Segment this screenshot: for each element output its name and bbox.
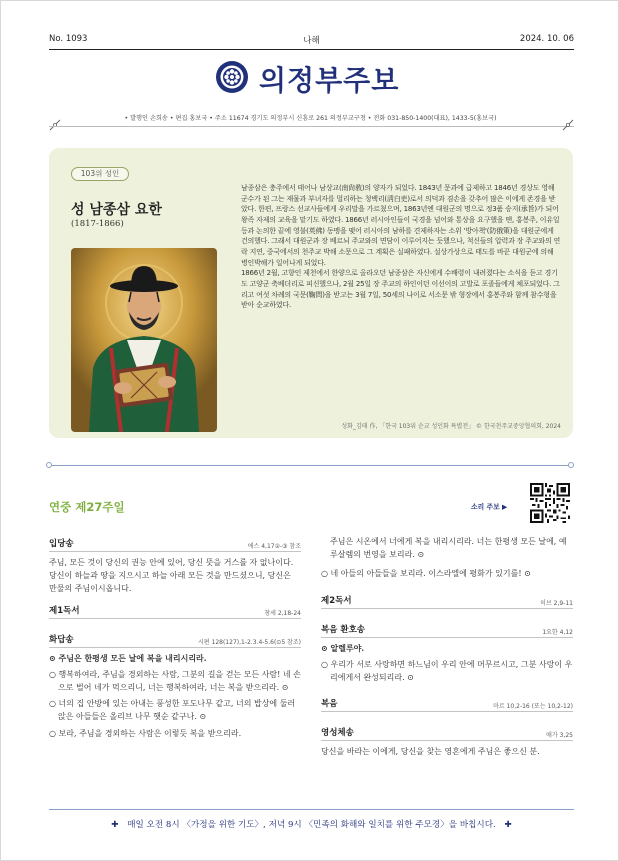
- psalm-verse: ○ 보라, 주님을 경외하는 사람은 이렇듯 복을 받으리라.: [49, 728, 242, 738]
- saint-portrait: [71, 248, 217, 432]
- acclamation-verse: ○ 우리가 서로 사랑하면 하느님이 우리 안에 머무르시고, 그분 사랑이 우리에게서 완성되리라. ⊙: [321, 659, 573, 683]
- psalm-response: ⊙ 주님은 한평생 모든 날에 복을 내리시리라.: [49, 652, 207, 663]
- liturgical-year: 나해: [303, 36, 320, 46]
- week-title: 연중 제27주일: [49, 500, 125, 514]
- section-title: 복음: [321, 699, 338, 710]
- second-reading-header: [321, 592, 573, 609]
- image-credit: 성화_김태 作, 「한국 103위 순교 성인화 특별전」 © 한국천주교중앙협의회, 2024: [341, 423, 561, 430]
- entrance-antiphon-text: 주님, 모든 것이 당신의 권능 안에 있어, 당신 뜻을 거스를 자 없나이다. 당신이 하늘과 땅을 지으시고 하늘 아래 모든 것을 만드셨으니, 당신은 만물의 주님이시옵니다.: [49, 558, 294, 594]
- communion-antiphon-header: [321, 724, 573, 741]
- liturgy-right-column: [321, 535, 573, 764]
- saint-biography: [241, 183, 561, 311]
- first-reading-header: [49, 602, 301, 619]
- section-title: 화답송: [49, 634, 74, 645]
- publisher-rule: [49, 126, 574, 127]
- saint-name: 성 남종삼 요한: [71, 202, 162, 218]
- gospel-header: [321, 695, 573, 712]
- section-title: 제1독서: [49, 605, 80, 616]
- gospel-acclamation-header: [321, 621, 573, 638]
- psalm-header: [49, 631, 301, 648]
- psalm-verse: ○ 네 아들의 아들들을 보리라. 이스라엘에 평화가 있기를! ⊙: [321, 569, 531, 579]
- footer-rule: [49, 809, 574, 810]
- section-divider: [49, 465, 574, 466]
- saint-bio-paragraph: 남종삼은 충주에서 태어나 남상교(南尙敎)의 양자가 되었다. 1843년 문과에 급제하고 1846년 경상도 영해 군수가 된 그는 재물과 부녀자를 멀리하는 청백리(淸白吏)로서 의덕과 겸손을 갖추어 많은 이에게 존경을 받았다. 한편, 프랑스 선교사들에게 우리말을 가르쳤으며, 1863년엔 대원군의 명으로 정3품 승지(承旨)가 되어 왕족 자제의 교육을 맡기도 하였다. 1866년 러시아인들이 국경을 넘어와 통상을 요구했을 땐, 홍봉주, 이유일 등과 논의한 끝에 영불(英佛) 동맹을 맺어 러시아의 남하를 견제하자는 소위 '방아책'(防俄策)을 대원군에게 건의했다. 그래서 대원군과 장 베르뇌 주교와의 면담이 이루어지는 듯했으나, 척신들의 압력과 장 주교와의 연락 지연, 중국에서의 천주교 박해 소문으로 그 계획은 실패하였다. 설상가상으로 태도를 바꾼 대원군에 의해 병인박해가 일어나게 되었다.: [241, 184, 561, 267]
- saint-tag: 103위 성인: [71, 167, 129, 181]
- saint-portrait-image: [71, 248, 217, 432]
- scripture-ref: 마르 10,2-16 (또는 10,2-12): [493, 703, 573, 711]
- entrance-antiphon-header: [49, 535, 301, 552]
- communion-antiphon-text: 당신을 바라는 이에게, 당신을 찾는 영혼에게 주님은 좋으신 분.: [321, 747, 540, 757]
- bulletin-title: 의정부주보: [259, 64, 400, 97]
- scripture-ref: 시편 128(127),1-2.3.4-5.6(⊙5 참조): [198, 638, 301, 646]
- section-title: 복음 환호송: [321, 624, 366, 635]
- top-bar: [49, 31, 574, 47]
- diocese-seal-icon: [215, 60, 249, 94]
- psalm-verse-continued: 주님은 시온에서 너에게 복을 내리시리라. 너는 한평생 모든 날에, 예루살렘의 번영을 보리라. ⊙: [330, 537, 567, 560]
- section-title: 제2독서: [321, 595, 352, 606]
- publisher-info: • 발행인 손희송 • 편집 홍보국 • 주소 11674 경기도 의정부시 신흥로 261 의정부교구청 • 전화 031-850-1400(대표), 1433-5(홍보국): [124, 115, 497, 122]
- saint-bio-paragraph: 1866년 2월, 고향인 제천에서 한양으로 올라오던 남종삼은 자신에게 수배령이 내려졌다는 소식을 듣고 경기도 고양군 축베더리로 피신했으나, 2월 25일 장 주교의 하인이던 이선이의 고발로 포졸들에게 체포되었다. 그리고 여섯 차례의 국문(鞠問)을 받고는 3월 7일, 50세의 나이로 서소문 밖 형장에서 홍봉주와 함께 참수형을 받아 순교하였다.: [241, 269, 560, 310]
- qr-code-icon[interactable]: [530, 483, 570, 523]
- prayer-reminder: [49, 818, 574, 830]
- scripture-ref: 히브 2,9-11: [540, 599, 573, 607]
- saint-years: (1817-1866): [71, 219, 124, 229]
- psalm-verse: ○ 너의 집 안방에 있는 아내는 풍성한 포도나무 같고, 너의 밥상에 둘러앉은 아들들은 올리브 나무 햇순 같구나. ⊙: [49, 699, 296, 722]
- cross-icon: ✚: [111, 820, 119, 830]
- section-title: 입당송: [49, 539, 74, 549]
- acclamation-response: ⊙ 알렐루야.: [321, 642, 365, 653]
- prayer-reminder-text: 매일 오전 8시 〈가정을 위한 기도〉, 저녁 9시 〈민족의 화해와 일치를 위한 주모경〉을 바칩시다.: [127, 820, 496, 830]
- scripture-ref: 1요한 4,12: [542, 628, 573, 636]
- top-rule: [49, 49, 574, 50]
- issue-number: No. 1093: [49, 34, 88, 44]
- scripture-ref: 창세 2,18-24: [264, 609, 301, 617]
- divider-dot-icon: [568, 462, 574, 468]
- issue-date: 2024. 10. 06: [519, 34, 574, 44]
- liturgy-left-column: [49, 535, 301, 743]
- scripture-ref: 애가 3,25: [546, 732, 573, 740]
- audio-bulletin-link[interactable]: 소리 주보 ▶: [471, 503, 508, 511]
- divider-dot-icon: [46, 462, 52, 468]
- slash-ornament-icon: [562, 119, 574, 131]
- scripture-ref: 에스 4,17②-③ 참조: [247, 543, 301, 550]
- masthead: [1, 59, 619, 99]
- section-title: 영성체송: [321, 728, 354, 739]
- psalm-verse: ○ 행복하여라, 주님을 경외하는 사람, 그분의 길을 걷는 모든 사람! 네 손으로 벌어 네가 먹으리니, 너는 행복하여라, 너는 복을 받으리라. ⊙: [49, 669, 301, 693]
- cross-icon: ✚: [504, 820, 512, 830]
